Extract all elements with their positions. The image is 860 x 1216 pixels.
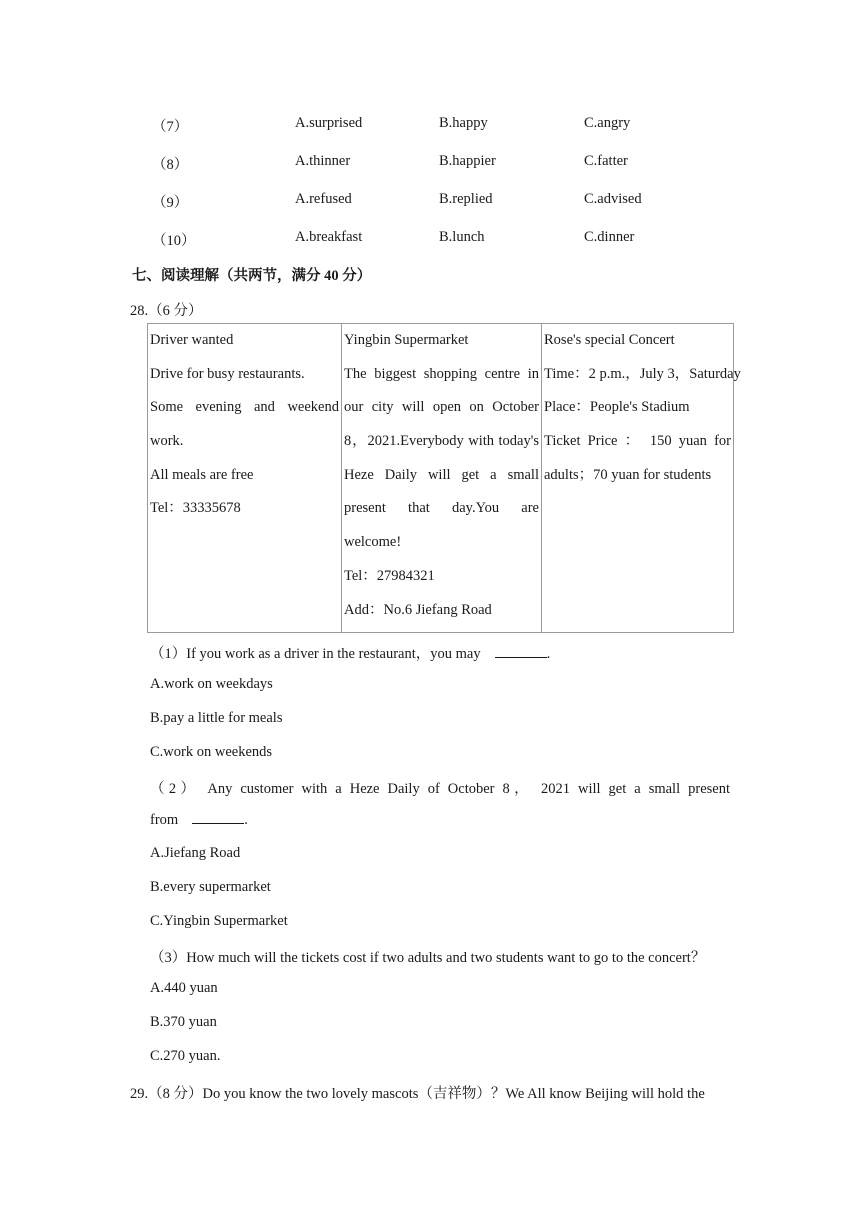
ad-rose-concert — [542, 324, 741, 633]
ad-phone: Tel：33335678 — [150, 500, 241, 517]
option-b: B.pay a little for meals — [150, 710, 283, 726]
option-b: B.370 yuan — [150, 1014, 217, 1030]
option-c: C.angry — [584, 115, 631, 131]
ad-line: adults；70 yuan for students — [544, 466, 712, 483]
ad-yingbin-supermarket — [342, 324, 542, 633]
option-a: A.440 yuan — [150, 980, 218, 996]
option-c: C.dinner — [584, 229, 635, 245]
option-b: B.every supermarket — [150, 879, 271, 895]
answer-blank — [495, 645, 547, 658]
ad-address: Add：No.6 Jiefang Road — [344, 601, 492, 618]
question-text: （1）If you work as a driver in the restaurant，you may — [150, 646, 481, 662]
option-b: B.happier — [439, 153, 496, 169]
option-b: B.replied — [439, 191, 493, 207]
option-a: A.refused — [295, 191, 352, 207]
ad-phone: Tel：27984321 — [344, 567, 435, 584]
option-a: A.work on weekdays — [150, 676, 273, 692]
question-3-stem: （3）How much will the tickets cost if two adults and two students want to go to the concert？ — [150, 950, 706, 966]
answer-blank — [192, 811, 244, 824]
option-c: C.advised — [584, 191, 642, 207]
question-2-stem: （2） Any customer with a Heze Daily of October 8， 2021 will get a small present — [150, 781, 730, 797]
ad-line: welcome! — [344, 534, 402, 551]
question-text: from — [150, 812, 179, 828]
option-c: C.270 yuan. — [150, 1048, 221, 1064]
ads-table — [147, 323, 741, 633]
option-a: A.surprised — [295, 115, 363, 131]
option-c: C.Yingbin Supermarket — [150, 913, 288, 929]
ad-line: Some evening and weekend — [150, 399, 339, 416]
ad-title: Driver wanted — [150, 332, 234, 348]
ad-line: Ticket Price ： 150 yuan for — [544, 433, 731, 450]
question-end: . — [546, 646, 551, 662]
question-2-stem-cont — [150, 811, 248, 829]
ad-title: Yingbin Supermarket — [344, 332, 469, 348]
ad-line: Heze Daily will get a small — [344, 466, 539, 483]
option-a: A.breakfast — [295, 229, 363, 245]
ad-driver-wanted — [148, 324, 342, 633]
question-28-header: 28.（6 分） — [130, 303, 203, 319]
cloze-number: （7） — [152, 119, 189, 135]
option-a: A.thinner — [295, 153, 351, 169]
section-heading: 七、阅读理解（共两节，满分 40 分） — [132, 268, 372, 284]
option-a: A.Jiefang Road — [150, 845, 241, 861]
option-c: C.work on weekends — [150, 744, 273, 760]
question-end: . — [244, 812, 248, 828]
ad-title: Rose's special Concert — [544, 332, 675, 348]
cloze-number: （8） — [152, 157, 189, 173]
question-29-intro: 29.（8 分）Do you know the two lovely mascots（吉祥物）？We All know Beijing will hold the — [130, 1086, 705, 1102]
ad-line: Drive for busy restaurants. — [150, 365, 305, 382]
question-1-stem — [150, 642, 550, 663]
option-c: C.fatter — [584, 153, 628, 169]
option-b: B.happy — [439, 115, 488, 131]
ad-line: Time：2 p.m.，July 3，Saturday — [544, 365, 741, 382]
ad-line: All meals are free — [150, 466, 254, 483]
option-b: B.lunch — [439, 229, 485, 245]
ad-line: work. — [150, 433, 184, 450]
ad-line: 8，2021.Everybody with today's — [344, 433, 539, 450]
ad-line: Place：People's Stadium — [544, 399, 690, 416]
ad-line: The biggest shopping centre in — [344, 365, 539, 382]
cloze-number: （9） — [152, 195, 189, 211]
ad-line: present that day.You are — [344, 500, 539, 517]
ad-line: our city will open on October — [344, 399, 539, 416]
cloze-number: （10） — [152, 233, 196, 249]
